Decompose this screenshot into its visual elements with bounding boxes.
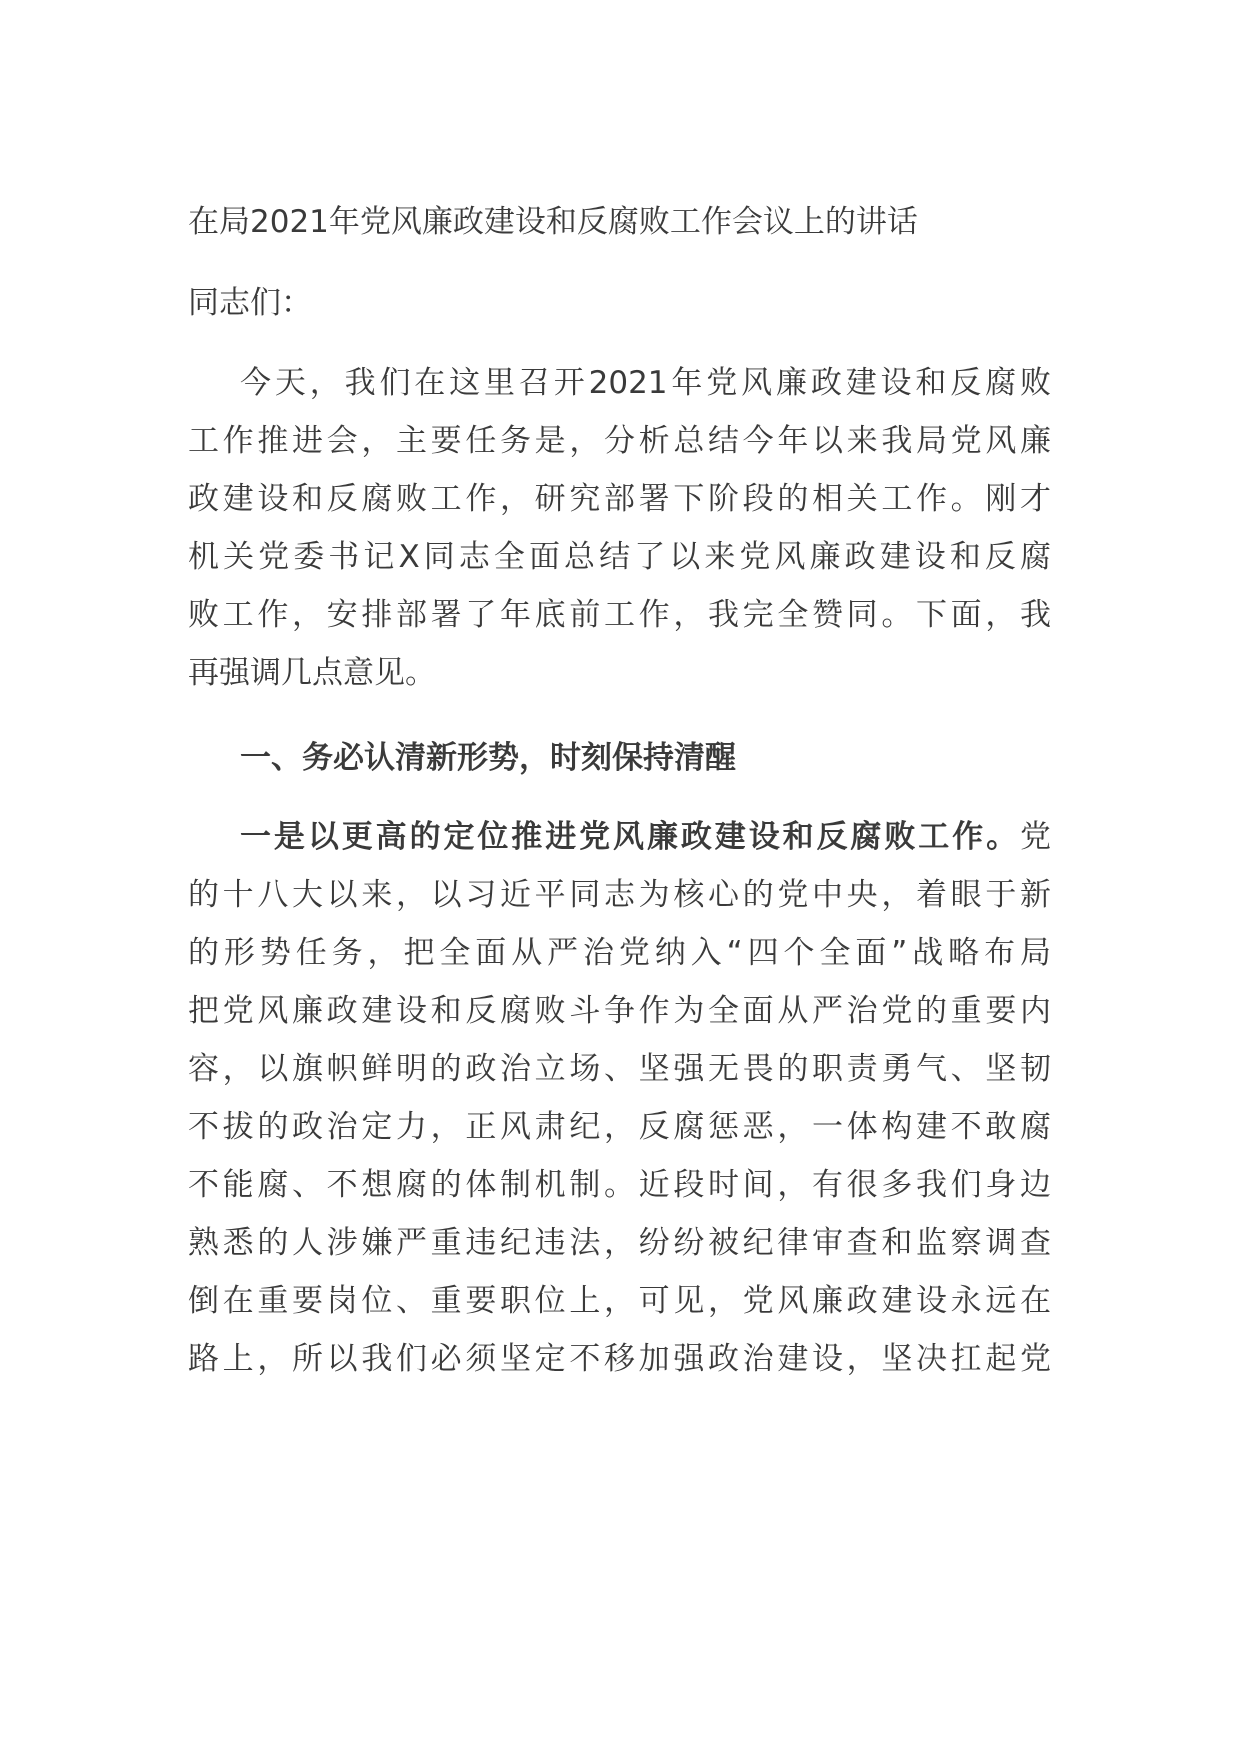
paragraph-line: 把党风廉政建设和反腐败斗争作为全面从严治党的重要内 bbox=[188, 993, 1051, 1029]
paragraph-line: 熟悉的人涉嫌严重违纪违法，纷纷被纪律审查和监察调查 bbox=[188, 1225, 1051, 1261]
paragraph-line: 今天，我们在这里召开2021年党风廉政建设和反腐败 bbox=[240, 365, 1051, 401]
paragraph-line: 政建设和反腐败工作，研究部署下阶段的相关工作。刚才 bbox=[188, 481, 1051, 517]
paragraph-line: 工作推进会，主要任务是，分析总结今年以来我局党风廉 bbox=[188, 423, 1051, 459]
section-heading: 一、务必认清新形势，时刻保持清醒 bbox=[240, 740, 736, 776]
paragraph-line: 再强调几点意见。 bbox=[188, 655, 436, 691]
paragraph-line: 不拔的政治定力，正风肃纪，反腐惩恶，一体构建不敢腐 bbox=[188, 1109, 1051, 1145]
paragraph-line: 不能腐、不想腐的体制机制。近段时间，有很多我们身边 bbox=[188, 1167, 1051, 1203]
paragraph-line: 倒在重要岗位、重要职位上，可见，党风廉政建设永远在 bbox=[188, 1283, 1051, 1319]
lead-tail: 党 bbox=[1020, 819, 1051, 855]
lead-sentence: 一是以更高的定位推进党风廉政建设和反腐败工作。 bbox=[240, 819, 1020, 855]
paragraph-line bbox=[240, 817, 1051, 857]
greeting: 同志们： bbox=[188, 285, 312, 321]
paragraph-line: 容，以旗帜鲜明的政治立场、坚强无畏的职责勇气、坚韧 bbox=[188, 1051, 1051, 1087]
paragraph-line: 的形势任务，把全面从严治党纳入“四个全面”战略布局 bbox=[188, 935, 1051, 971]
paragraph-line: 机关党委书记X同志全面总结了以来党风廉政建设和反腐 bbox=[188, 539, 1051, 575]
paragraph-line: 的十八大以来，以习近平同志为核心的党中央，着眼于新 bbox=[188, 877, 1051, 913]
paragraph-line: 路上，所以我们必须坚定不移加强政治建设，坚决扛起党 bbox=[188, 1341, 1051, 1377]
document-title: 在局2021年党风廉政建设和反腐败工作会议上的讲话 bbox=[188, 204, 918, 240]
paragraph-line: 败工作，安排部署了年底前工作，我完全赞同。下面，我 bbox=[188, 597, 1051, 633]
